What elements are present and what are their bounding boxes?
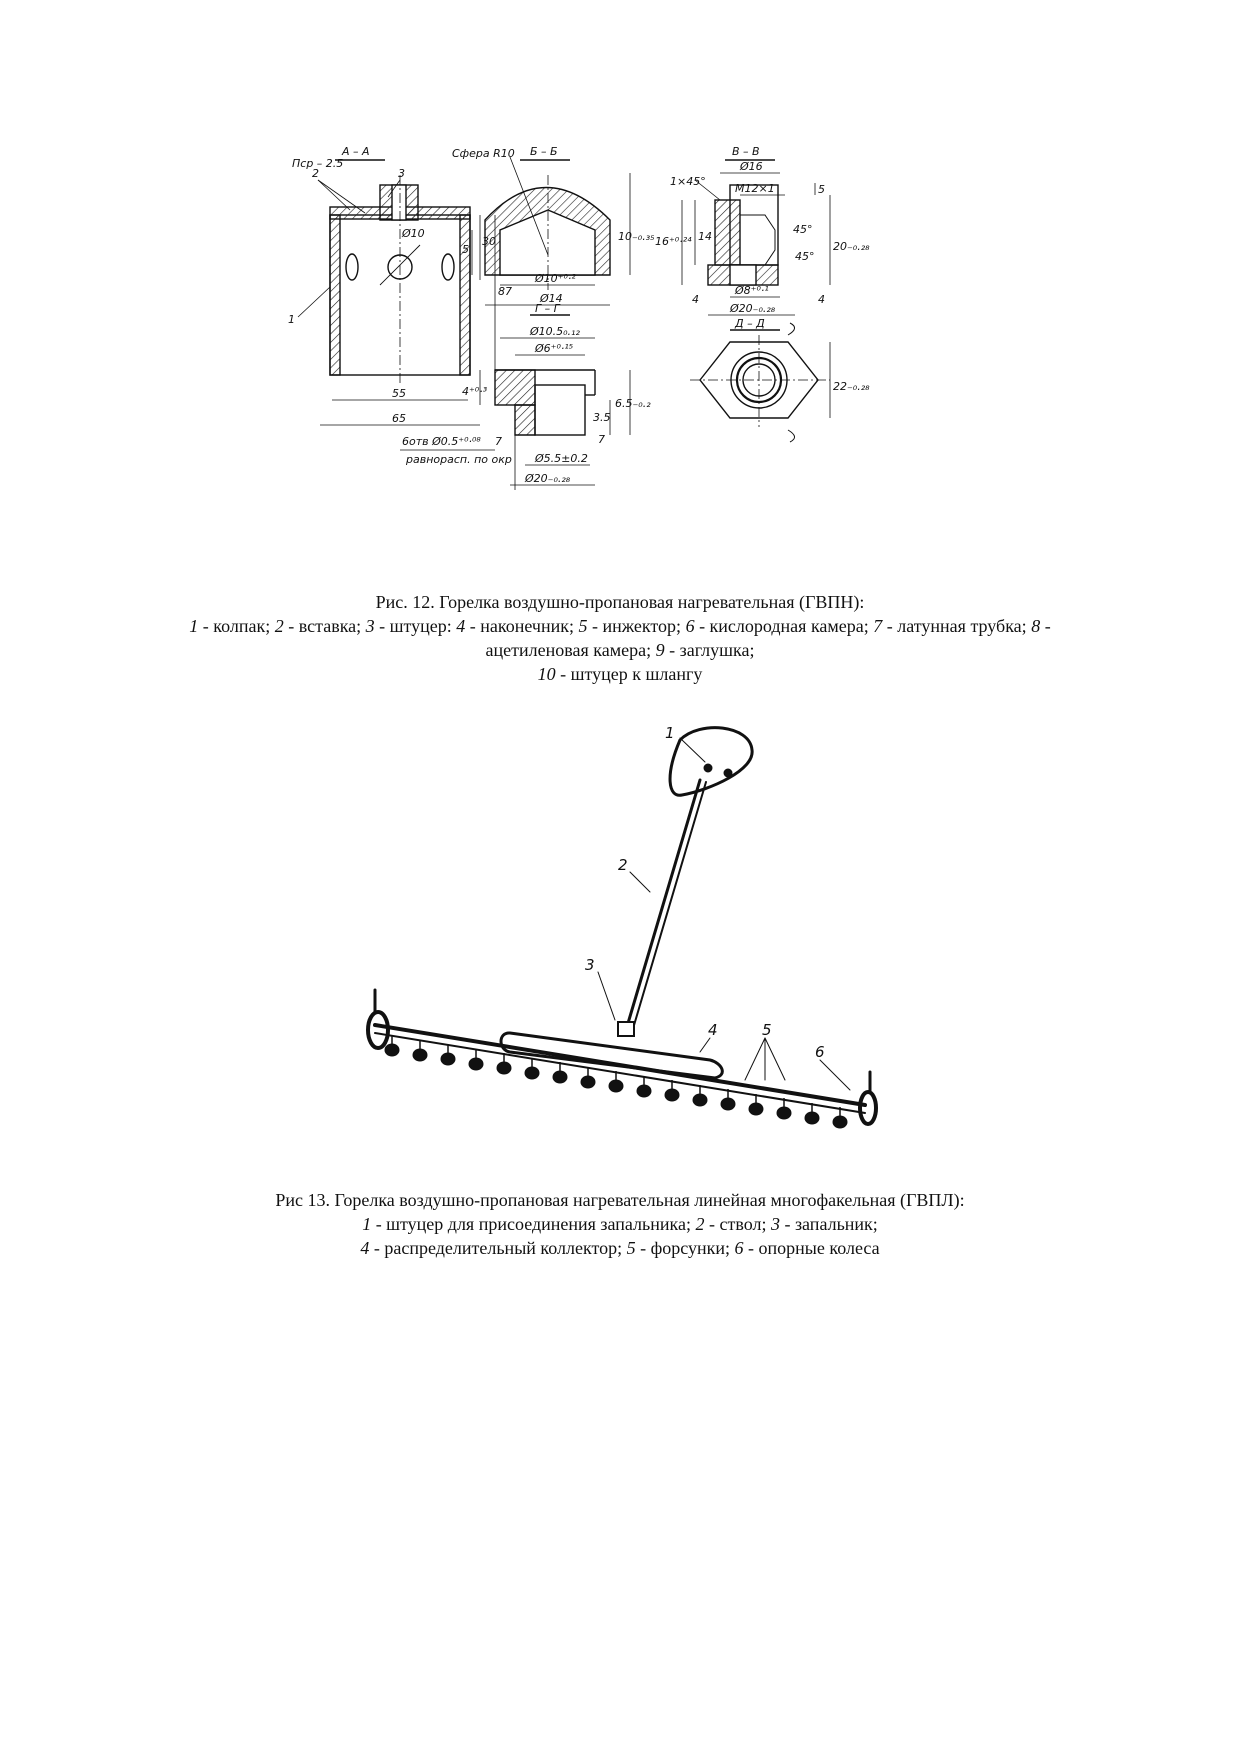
figure-12-caption-last [150, 662, 1090, 686]
label-dim65: 65 [392, 412, 406, 425]
label-holes: 6отв Ø0.5⁺⁰·⁰⁸ [402, 435, 481, 448]
figure-13-caption-parts-2 [150, 1236, 1090, 1260]
part-text: - запальник; [779, 1214, 878, 1234]
part-text: - штуцер для присоединения запальника; [371, 1214, 696, 1234]
label-dim6-5: 6.5₋₀.₂ [615, 397, 651, 410]
label-thread: М12×1 [735, 182, 775, 195]
callout-4: 4 [708, 1021, 718, 1039]
figure-13-svg [360, 720, 900, 1160]
label-dim14: 14 [698, 230, 712, 243]
label-dim45a: 45° [793, 223, 813, 236]
part-number: 2 [695, 1214, 705, 1234]
part-number: 5 [578, 616, 588, 636]
label-dim4b: 4 [818, 293, 825, 306]
label-d20: Ø20₋₀.₂₈ [730, 302, 776, 315]
figure-12-drawing [290, 145, 970, 555]
label-dim22: 22₋₀.₂₈ [833, 380, 870, 393]
label-psr: Пср – 2.5 [292, 157, 344, 170]
part-text: - ствол; [704, 1214, 771, 1234]
part-text: - вставка; [283, 616, 366, 636]
label-d8: Ø8⁺⁰·¹ [735, 284, 769, 297]
figure-13-caption [150, 1188, 1090, 1260]
label-dim20: 20₋₀.₂₈ [833, 240, 870, 253]
label-dim5b: 5 [818, 183, 825, 196]
label-d10b: Ø10⁺⁰·² [535, 272, 576, 285]
label-roughness-2: 7 [598, 433, 605, 446]
figure-13-drawing [360, 720, 900, 1160]
label-section-d: Д – Д [735, 317, 765, 330]
figure-12-caption-title: Рис. 12. Горелка воздушно-пропановая нагревательная (ГВПН): [375, 592, 865, 612]
part-number: 3 [770, 1214, 780, 1234]
figure-13-caption-parts-1 [150, 1212, 1090, 1236]
label-section-v: В – В [732, 145, 760, 158]
label-dim4-3: 4⁺⁰·³ [462, 385, 488, 398]
callout-1: 1 [665, 724, 675, 742]
figure-13-caption-title: Рис 13. Горелка воздушно-пропановая нагревательная линейная многофакельная (ГВПЛ): [275, 1190, 965, 1210]
part-number: 7 [873, 616, 883, 636]
figure-12-caption [150, 590, 1090, 686]
label-dim10: 10₋₀.₃₅ [618, 230, 655, 243]
label-dim55: 55 [392, 387, 406, 400]
part-number: 6 [685, 616, 695, 636]
label-section-g: Г – Г [535, 302, 560, 315]
part-number: 8 [1031, 616, 1041, 636]
part-text: - наконечник; [465, 616, 579, 636]
part-text: - ацетиленовая камера; [485, 616, 1051, 660]
part-number: 1 [189, 616, 199, 636]
label-section-a: А – А [342, 145, 370, 158]
label-dim30: 30 [482, 235, 496, 248]
part-text: - опорные колеса [743, 1238, 880, 1258]
part-number: 10 [537, 664, 556, 684]
part-text: - колпак; [198, 616, 275, 636]
label-dim5: 5 [462, 243, 469, 256]
figure-12-caption-parts [150, 614, 1090, 662]
part-text: - кислородная камера; [694, 616, 874, 636]
label-roughness-1: 7 [495, 435, 502, 448]
label-d10: Ø10 [402, 227, 425, 240]
part-number: 6 [734, 1238, 744, 1258]
label-holes-2: равнорасп. по окр [406, 453, 512, 466]
label-d20b: Ø20₋₀.₂₈ [525, 472, 571, 485]
figure-12-svg [290, 145, 970, 555]
label-dim3-5: 3.5 [593, 411, 611, 424]
label-sphere: Сфера R10 [452, 147, 515, 160]
label-chamfer: 1×45° [670, 175, 706, 188]
callout-3: 3 [585, 956, 595, 974]
label-dim87: 87 [498, 285, 512, 298]
part-text: - форсунки; [635, 1238, 735, 1258]
callout-5: 5 [762, 1021, 772, 1039]
part-text: - штуцер к шлангу [555, 664, 703, 684]
callout-6: 6 [815, 1043, 825, 1061]
label-section-b: Б – Б [530, 145, 558, 158]
part-text: - заглушка; [664, 640, 755, 660]
label-d16: Ø16 [740, 160, 763, 173]
label-part-3: 3 [398, 167, 405, 180]
part-number: 1 [362, 1214, 372, 1234]
label-dim4: 4 [692, 293, 699, 306]
part-text: - распределительный коллектор; [369, 1238, 627, 1258]
part-number: 4 [456, 616, 466, 636]
part-text: - латунная трубка; [882, 616, 1032, 636]
part-number: 4 [360, 1238, 370, 1258]
label-d10-5: Ø10.5₀.₁₂ [530, 325, 580, 338]
label-d14: Ø14 [540, 292, 563, 305]
label-part-2: 2 [312, 167, 319, 180]
part-number: 9 [655, 640, 665, 660]
part-text: - инжектор; [587, 616, 686, 636]
label-d5-5: Ø5.5±0.2 [535, 452, 588, 465]
label-dim16: 16⁺⁰·²⁴ [655, 235, 692, 248]
part-number: 5 [626, 1238, 636, 1258]
part-number: 2 [274, 616, 284, 636]
part-number: 3 [365, 616, 375, 636]
label-dim45b: 45° [795, 250, 815, 263]
part-text: - штуцер: [374, 616, 457, 636]
callout-2: 2 [618, 856, 628, 874]
label-part-1: 1 [288, 313, 295, 326]
label-d6: Ø6⁺⁰·¹⁵ [535, 342, 574, 355]
